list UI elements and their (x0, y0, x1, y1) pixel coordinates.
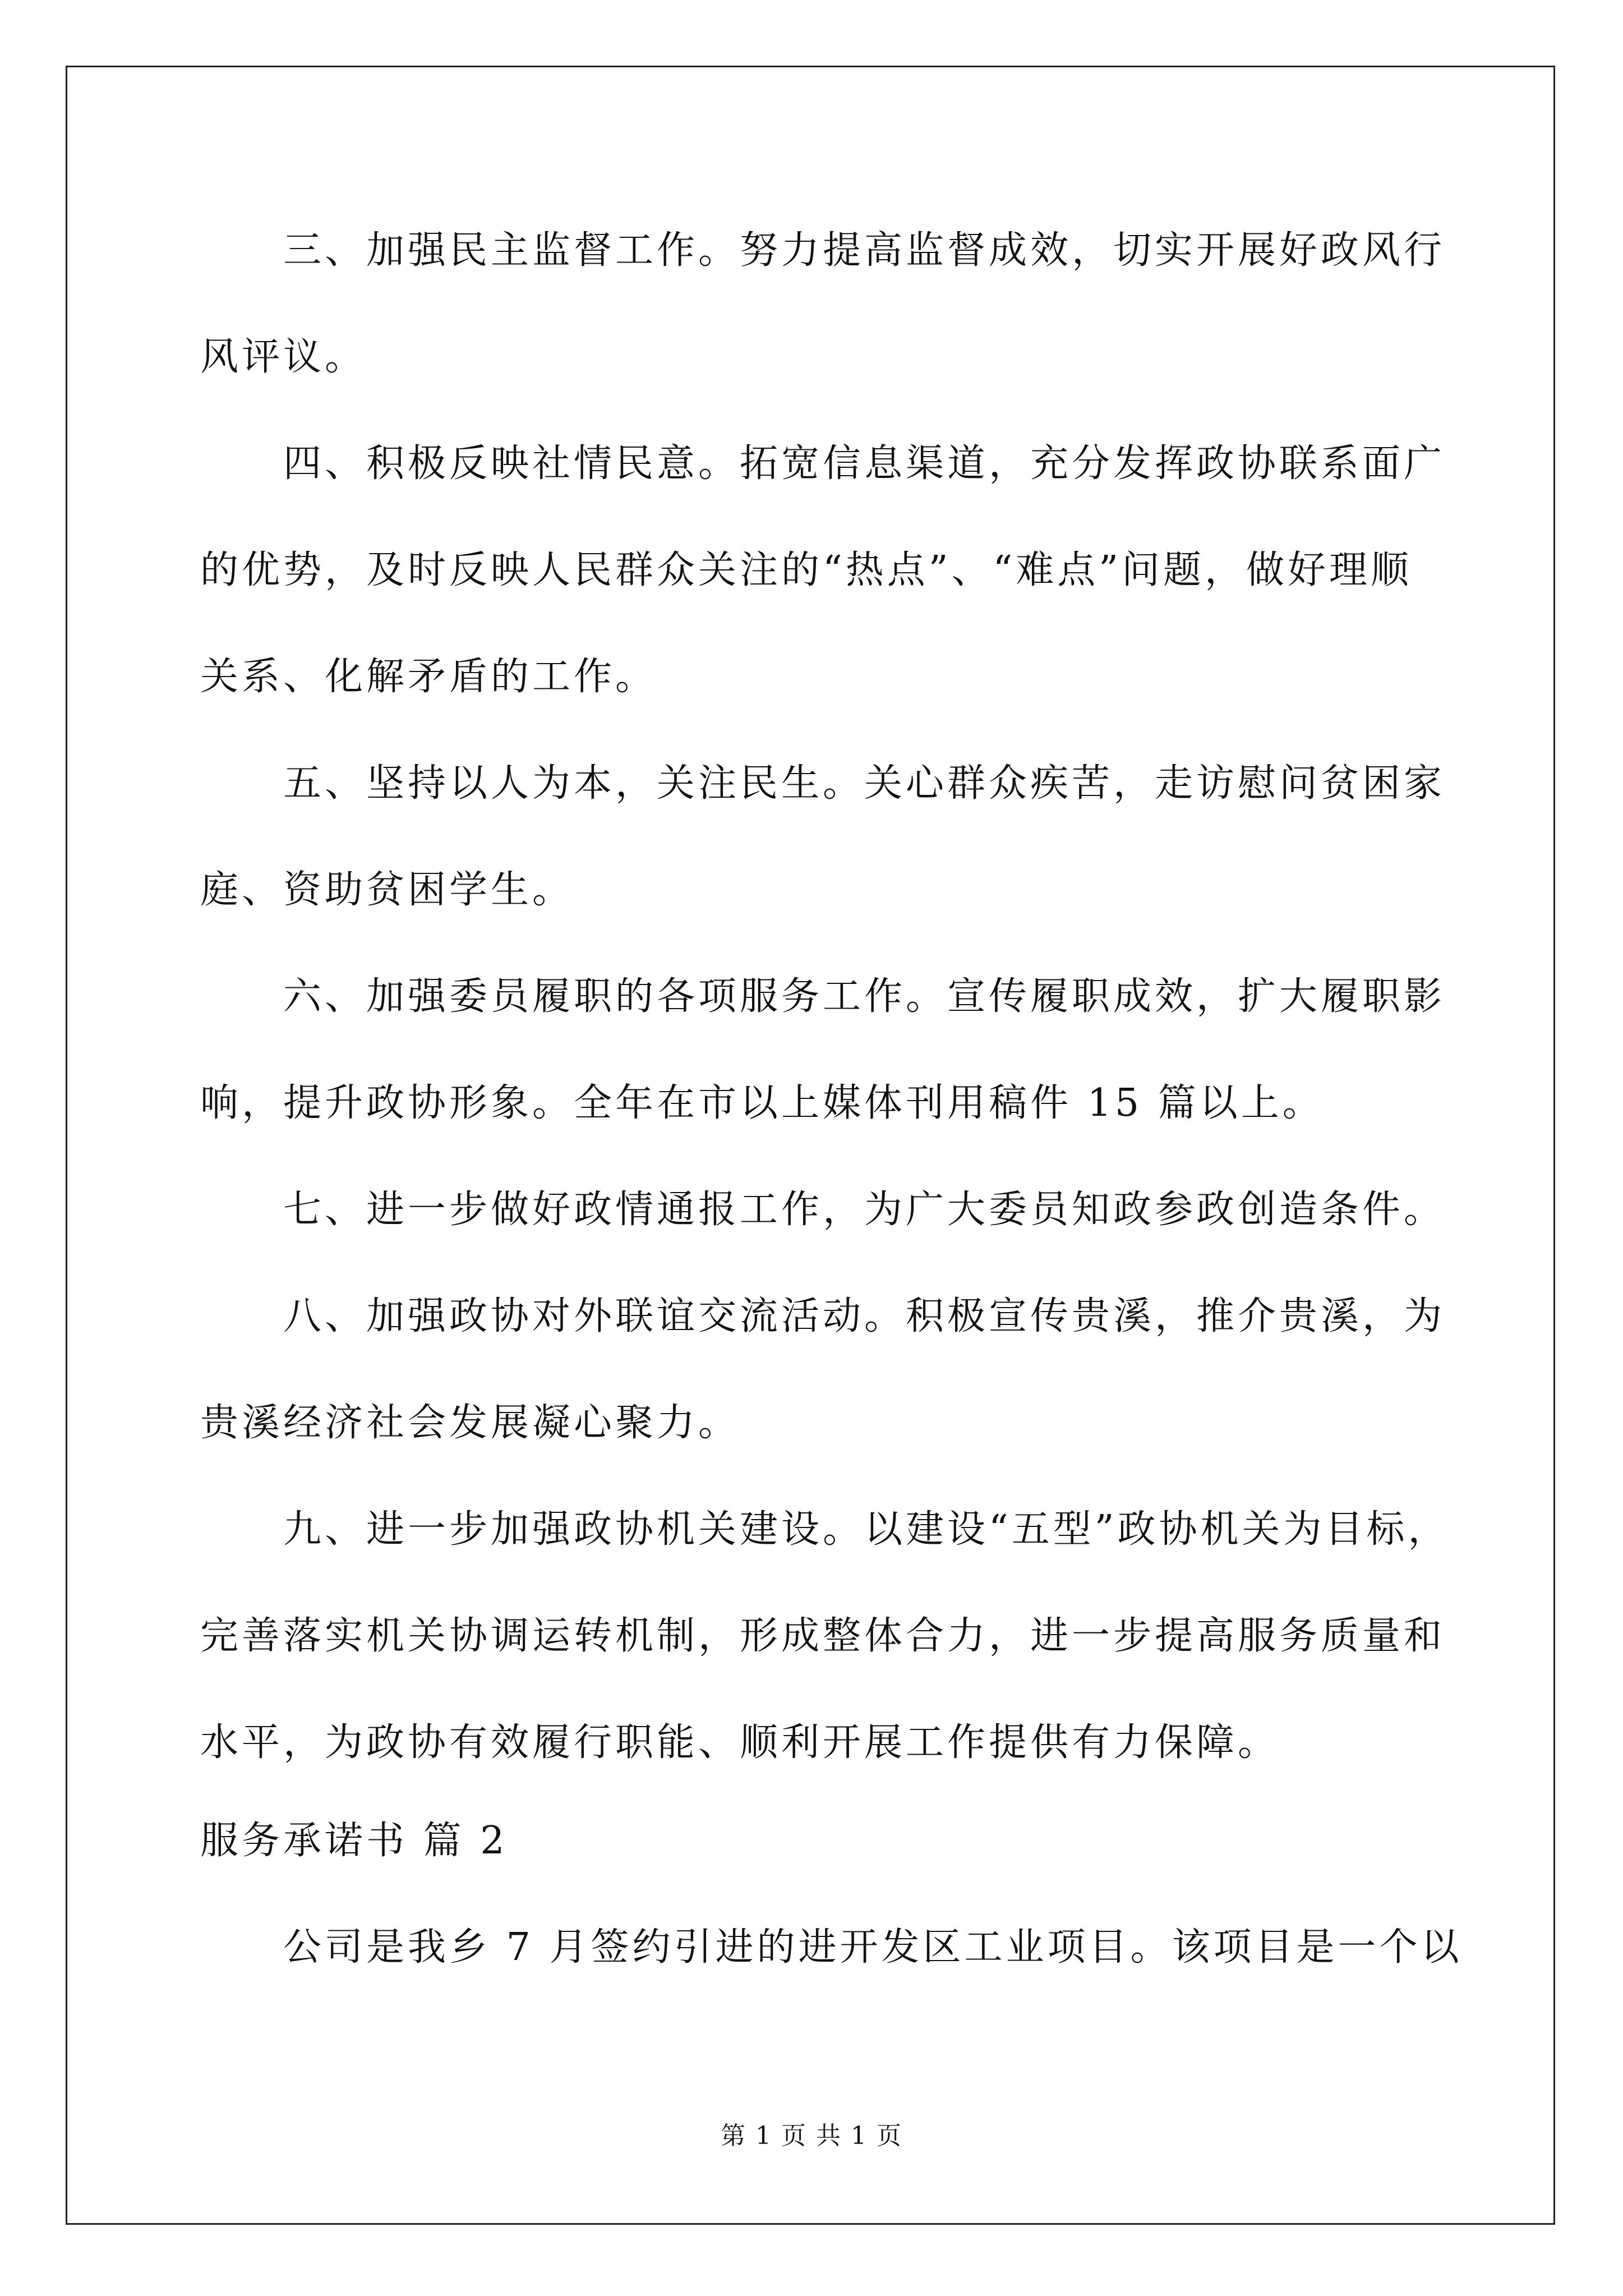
paragraph-9-line-1: 九、进一步加强政协机关建设。以建设“五型”政协机关为目标， (283, 1507, 1450, 1552)
paragraph-5-line-2: 庭、资助贫困学生。 (200, 868, 574, 912)
paragraph-8-line-2: 贵溪经济社会发展凝心聚力。 (200, 1401, 740, 1445)
paragraph-4-line-1: 四、积极反映社情民意。拓宽信息渠道，充分发挥政协联系面广 (283, 441, 1446, 486)
page-footer: 第 1 页 共 1 页 (721, 2122, 902, 2150)
paragraph-next-line-1: 公司是我乡 7 月签约引进的进开发区工业项目。该项目是一个以 (283, 1925, 1463, 1970)
paragraph-8-line-1: 八、加强政协对外联谊交流活动。积极宣传贵溪，推介贵溪，为 (283, 1294, 1446, 1338)
paragraph-4-line-2: 的优势，及时反映人民群众关注的“热点”、“难点”问题，做好理顺 (200, 548, 1413, 592)
paragraph-5-line-1: 五、坚持以人为本，关注民生。关心群众疾苦，走访慰问贫困家 (283, 761, 1446, 806)
paragraph-4-line-3: 关系、化解矛盾的工作。 (200, 655, 657, 699)
paragraph-9-line-3: 水平，为政协有效履行职能、顺利开展工作提供有力保障。 (200, 1720, 1280, 1765)
paragraph-6-line-1: 六、加强委员履职的各项服务工作。宣传履职成效，扩大履职影 (283, 974, 1446, 1019)
paragraph-6-line-2: 响，提升政协形象。全年在市以上媒体刊用稿件 15 篇以上。 (200, 1081, 1324, 1125)
paragraph-3-line-2: 风评议。 (200, 335, 367, 379)
paragraph-9-line-2: 完善落实机关协调运转机制，形成整体合力，进一步提高服务质量和 (200, 1614, 1446, 1658)
paragraph-3-line-1: 三、加强民主监督工作。努力提高监督成效，切实开展好政风行 (283, 228, 1446, 273)
section-heading: 服务承诺书 篇 2 (200, 1819, 508, 1863)
paragraph-7-line-1: 七、进一步做好政情通报工作，为广大委员知政参政创造条件。 (283, 1188, 1446, 1232)
page-border (66, 66, 1555, 2225)
